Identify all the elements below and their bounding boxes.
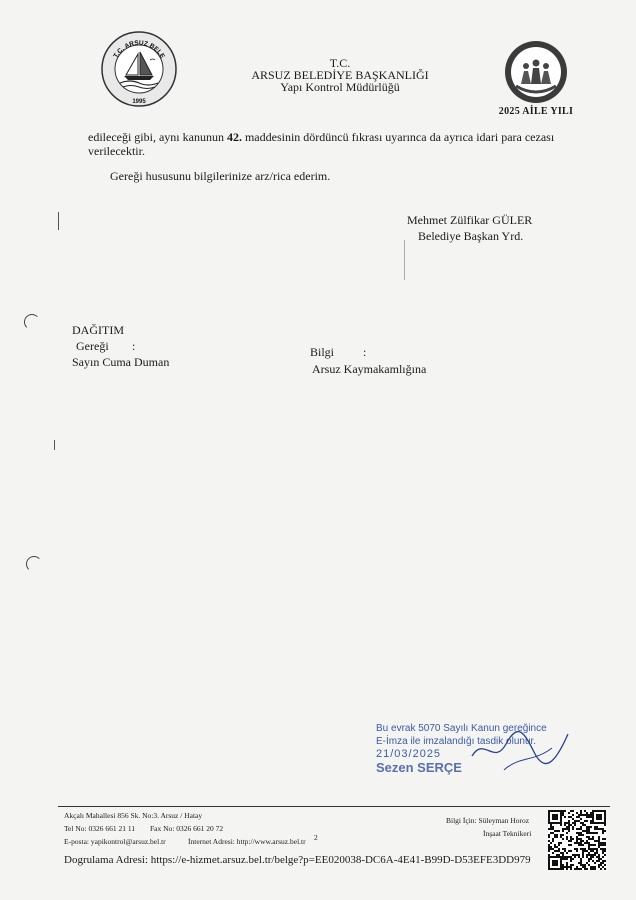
footer-email: E-posta: yapikontrol@arsuz.bel.tr	[64, 837, 166, 846]
verification-url: Dogrulama Adresi: https://e-hizmet.arsuz.bel.tr/belge?p=EE020038-DC6A-4E41-B99D-D53EFE3DD979	[64, 854, 531, 866]
arsuz-municipality-logo	[100, 30, 178, 108]
footer-tel: Tel No: 0326 661 21 11	[64, 824, 136, 833]
scan-mark	[58, 212, 59, 230]
header-tc: T.C.	[329, 56, 351, 70]
letterhead	[210, 57, 470, 93]
distribution-info-label: Bilgi	[310, 345, 335, 359]
stamp-line-2: E-İmza ile imzalandığı tasdik olunur.	[376, 736, 537, 747]
header-dept: Yapı Kontrol Müdürlüğü	[280, 80, 400, 94]
e-signature-stamp	[376, 722, 596, 774]
scan-mark	[54, 440, 55, 450]
signatory-name: Mehmet Zülfikar GÜLER	[407, 213, 533, 227]
handwritten-signature	[464, 726, 574, 776]
punch-hole-top	[24, 314, 40, 330]
page-number: 2	[314, 833, 318, 842]
punch-hole-bottom	[26, 556, 42, 572]
footer-fax: Fax No: 0326 661 20 72	[150, 824, 224, 833]
distribution-info-recipient: Arsuz Kaymakamlığına	[312, 362, 427, 376]
logo-ring-text: T.C. ARSUZ BELE	[112, 39, 166, 60]
footer-divider	[58, 806, 610, 807]
stamp-name: Sezen SERÇE	[376, 760, 462, 775]
logo-year: 1995	[132, 99, 146, 105]
distribution-heading: DAĞITIM	[72, 323, 124, 337]
footer-address: Akçalı Mahallesi 856 Sk. No:3. Arsuz / Hatay	[64, 811, 203, 820]
header-org: ARSUZ BELEDİYE BAŞKANLIĞI	[251, 68, 429, 82]
family-year-logo	[488, 36, 584, 120]
body-paragraph-1-line2: verilecektir.	[88, 144, 145, 158]
body-paragraph-1: edileceği gibi, aynı kanunun 42. maddesinin dördüncü fıkrası uyarınca da ayrıca idari para cezası	[88, 130, 555, 144]
signatory-title: Belediye Başkan Yrd.	[418, 229, 524, 243]
footer-info-contact: Bilgi İçin: Süleyman Horoz	[446, 816, 530, 825]
body-paragraph-2: Gereği hususunu bilgilerinize arz/rica ederim.	[110, 169, 331, 183]
verification-qr-code	[548, 810, 606, 870]
scan-mark	[404, 240, 405, 280]
distribution-action-recipient: Sayın Cuma Duman	[72, 355, 170, 369]
distribution-info-colon: :	[363, 345, 367, 359]
stamp-line-1: Bu evrak 5070 Sayılı Kanun gereğince	[376, 723, 547, 734]
distribution-action-colon: :	[132, 339, 136, 353]
distribution-action-label: Gereği	[76, 339, 109, 353]
stamp-date: 21/03/2025	[376, 748, 442, 760]
family-year-label: 2025 AİLE YILI	[498, 106, 574, 117]
footer-info-role: İnşaat Teknikeri	[483, 829, 532, 838]
footer-web: İnternet Adresi: http://www.arsuz.bel.tr	[188, 837, 306, 846]
